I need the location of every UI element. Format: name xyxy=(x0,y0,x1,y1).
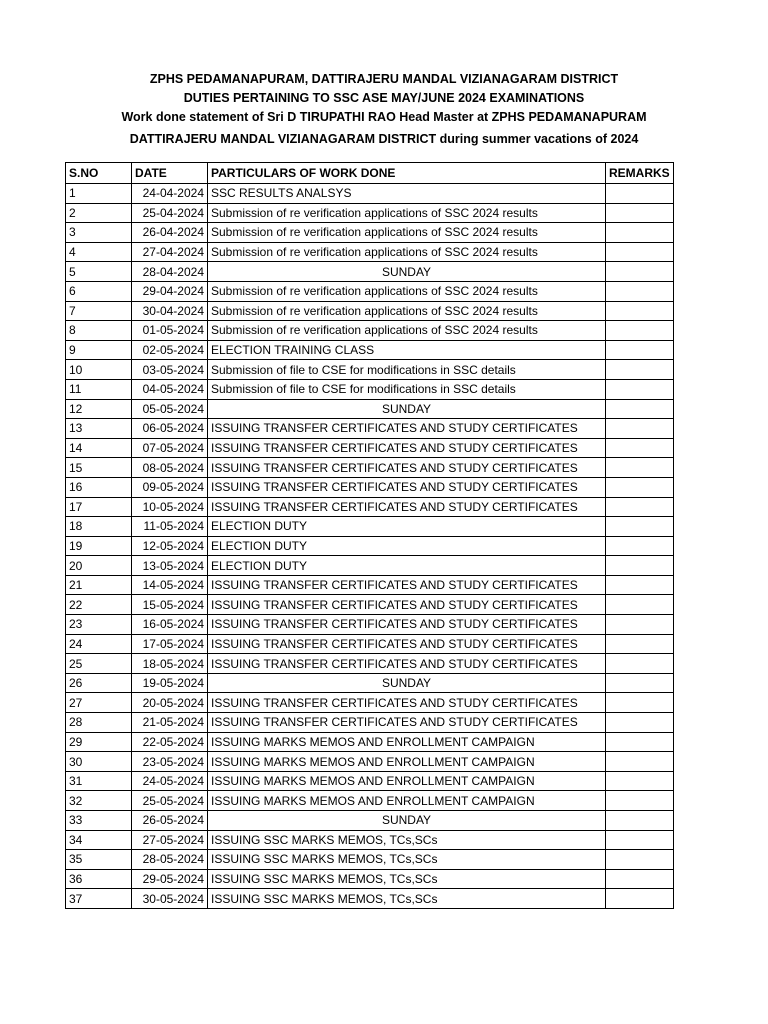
header-line-2: DUTIES PERTAINING TO SSC ASE MAY/JUNE 2024 EXAMINATIONS xyxy=(183,91,585,105)
cell-date: 03-05-2024 xyxy=(132,360,208,380)
cell-date: 11-05-2024 xyxy=(132,517,208,537)
cell-particulars: ELECTION DUTY xyxy=(208,517,606,537)
table-row xyxy=(66,223,674,243)
table-row xyxy=(66,673,674,693)
cell-date: 26-04-2024 xyxy=(132,223,208,243)
cell-date: 16-05-2024 xyxy=(132,615,208,635)
cell-remarks xyxy=(606,634,674,654)
cell-particulars: ISSUING MARKS MEMOS AND ENROLLMENT CAMPAIGN xyxy=(208,791,606,811)
table-row xyxy=(66,615,674,635)
cell-date: 01-05-2024 xyxy=(132,321,208,341)
cell-particulars: Submission of re verification applications of SSC 2024 results xyxy=(208,301,606,321)
cell-date: 17-05-2024 xyxy=(132,634,208,654)
cell-date: 30-04-2024 xyxy=(132,301,208,321)
cell-sno: 31 xyxy=(66,771,132,791)
cell-remarks xyxy=(606,281,674,301)
cell-remarks xyxy=(606,497,674,517)
header-line-4: DATTIRAJERU MANDAL VIZIANAGARAM DISTRICT during summer vacations of 2024 xyxy=(129,132,639,146)
cell-particulars: Submission of re verification applications of SSC 2024 results xyxy=(208,281,606,301)
table-row xyxy=(66,595,674,615)
cell-date: 22-05-2024 xyxy=(132,732,208,752)
table-row xyxy=(66,419,674,439)
cell-date: 21-05-2024 xyxy=(132,713,208,733)
table-row xyxy=(66,458,674,478)
cell-remarks xyxy=(606,830,674,850)
cell-sno: 19 xyxy=(66,536,132,556)
table-row xyxy=(66,850,674,870)
cell-date: 10-05-2024 xyxy=(132,497,208,517)
header-line-1: ZPHS PEDAMANAPURAM, DATTIRAJERU MANDAL VIZIANAGARAM DISTRICT xyxy=(149,72,619,86)
cell-sno: 26 xyxy=(66,673,132,693)
cell-particulars: ISSUING TRANSFER CERTIFICATES AND STUDY CERTIFICATES xyxy=(208,497,606,517)
table-body xyxy=(66,184,674,909)
cell-particulars: ISSUING TRANSFER CERTIFICATES AND STUDY CERTIFICATES xyxy=(208,438,606,458)
cell-particulars: ISSUING TRANSFER CERTIFICATES AND STUDY CERTIFICATES xyxy=(208,713,606,733)
cell-date: 29-05-2024 xyxy=(132,869,208,889)
cell-sno: 11 xyxy=(66,379,132,399)
cell-remarks xyxy=(606,242,674,262)
cell-remarks xyxy=(606,379,674,399)
cell-remarks xyxy=(606,419,674,439)
cell-sno: 7 xyxy=(66,301,132,321)
cell-particulars: Submission of re verification applications of SSC 2024 results xyxy=(208,321,606,341)
cell-sno: 37 xyxy=(66,889,132,909)
cell-remarks xyxy=(606,438,674,458)
cell-particulars: ISSUING SSC MARKS MEMOS, TCs,SCs xyxy=(208,869,606,889)
cell-date: 26-05-2024 xyxy=(132,811,208,831)
cell-date: 27-04-2024 xyxy=(132,242,208,262)
cell-remarks xyxy=(606,752,674,772)
cell-date: 09-05-2024 xyxy=(132,477,208,497)
cell-remarks xyxy=(606,869,674,889)
table-row xyxy=(66,438,674,458)
cell-remarks xyxy=(606,811,674,831)
cell-remarks xyxy=(606,654,674,674)
table-row xyxy=(66,281,674,301)
table-row xyxy=(66,536,674,556)
cell-sno: 6 xyxy=(66,281,132,301)
cell-sno: 21 xyxy=(66,575,132,595)
cell-remarks xyxy=(606,673,674,693)
table-row xyxy=(66,634,674,654)
cell-sno: 27 xyxy=(66,693,132,713)
cell-particulars: ISSUING MARKS MEMOS AND ENROLLMENT CAMPAIGN xyxy=(208,732,606,752)
cell-sno: 16 xyxy=(66,477,132,497)
cell-sno: 22 xyxy=(66,595,132,615)
cell-sno: 30 xyxy=(66,752,132,772)
cell-remarks xyxy=(606,203,674,223)
cell-sno: 23 xyxy=(66,615,132,635)
cell-date: 24-05-2024 xyxy=(132,771,208,791)
cell-remarks xyxy=(606,517,674,537)
cell-particulars: ISSUING SSC MARKS MEMOS, TCs,SCs xyxy=(208,889,606,909)
table-row xyxy=(66,517,674,537)
cell-remarks xyxy=(606,595,674,615)
cell-sno: 24 xyxy=(66,634,132,654)
cell-particulars: ISSUING TRANSFER CERTIFICATES AND STUDY CERTIFICATES xyxy=(208,654,606,674)
cell-date: 19-05-2024 xyxy=(132,673,208,693)
cell-date: 23-05-2024 xyxy=(132,752,208,772)
cell-sno: 28 xyxy=(66,713,132,733)
cell-sno: 35 xyxy=(66,850,132,870)
cell-sno: 15 xyxy=(66,458,132,478)
cell-date: 15-05-2024 xyxy=(132,595,208,615)
cell-sno: 12 xyxy=(66,399,132,419)
table-row xyxy=(66,497,674,517)
table-row xyxy=(66,654,674,674)
cell-date: 20-05-2024 xyxy=(132,693,208,713)
table-row xyxy=(66,830,674,850)
cell-particulars: ISSUING TRANSFER CERTIFICATES AND STUDY CERTIFICATES xyxy=(208,419,606,439)
cell-remarks xyxy=(606,536,674,556)
table-row xyxy=(66,869,674,889)
table-row xyxy=(66,752,674,772)
cell-particulars: SSC RESULTS ANALSYS xyxy=(208,184,606,204)
cell-particulars: Submission of re verification applications of SSC 2024 results xyxy=(208,203,606,223)
cell-date: 12-05-2024 xyxy=(132,536,208,556)
cell-sno: 34 xyxy=(66,830,132,850)
cell-sno: 29 xyxy=(66,732,132,752)
cell-date: 24-04-2024 xyxy=(132,184,208,204)
cell-date: 07-05-2024 xyxy=(132,438,208,458)
cell-remarks xyxy=(606,615,674,635)
cell-remarks xyxy=(606,262,674,282)
cell-remarks xyxy=(606,360,674,380)
cell-sno: 10 xyxy=(66,360,132,380)
document-header xyxy=(0,70,768,149)
cell-remarks xyxy=(606,713,674,733)
cell-date: 14-05-2024 xyxy=(132,575,208,595)
cell-particulars: Submission of re verification applications of SSC 2024 results xyxy=(208,223,606,243)
cell-date: 08-05-2024 xyxy=(132,458,208,478)
cell-date: 30-05-2024 xyxy=(132,889,208,909)
cell-sno: 25 xyxy=(66,654,132,674)
cell-date: 29-04-2024 xyxy=(132,281,208,301)
cell-sno: 18 xyxy=(66,517,132,537)
cell-remarks xyxy=(606,791,674,811)
cell-particulars: Submission of file to CSE for modifications in SSC details xyxy=(208,360,606,380)
cell-remarks xyxy=(606,732,674,752)
header-line-3: Work done statement of Sri D TIRUPATHI RAO Head Master at ZPHS PEDAMANAPURAM xyxy=(121,110,647,124)
cell-sno: 4 xyxy=(66,242,132,262)
table-row xyxy=(66,379,674,399)
cell-date: 02-05-2024 xyxy=(132,340,208,360)
cell-date: 25-04-2024 xyxy=(132,203,208,223)
cell-date: 04-05-2024 xyxy=(132,379,208,399)
cell-sno: 13 xyxy=(66,419,132,439)
cell-sno: 20 xyxy=(66,556,132,576)
cell-date: 13-05-2024 xyxy=(132,556,208,576)
table-row xyxy=(66,791,674,811)
table-row xyxy=(66,575,674,595)
table-header-row xyxy=(66,163,674,184)
cell-sno: 36 xyxy=(66,869,132,889)
table-row xyxy=(66,301,674,321)
duties-table xyxy=(65,162,674,909)
cell-particulars: ISSUING MARKS MEMOS AND ENROLLMENT CAMPAIGN xyxy=(208,752,606,772)
table-row xyxy=(66,242,674,262)
cell-particulars: SUNDAY xyxy=(208,399,606,419)
cell-date: 25-05-2024 xyxy=(132,791,208,811)
cell-sno: 8 xyxy=(66,321,132,341)
cell-particulars: ISSUING SSC MARKS MEMOS, TCs,SCs xyxy=(208,830,606,850)
column-header-sno: S.NO xyxy=(66,163,132,184)
cell-remarks xyxy=(606,458,674,478)
cell-remarks xyxy=(606,771,674,791)
cell-date: 05-05-2024 xyxy=(132,399,208,419)
cell-particulars: SUNDAY xyxy=(208,673,606,693)
table-row xyxy=(66,477,674,497)
cell-date: 27-05-2024 xyxy=(132,830,208,850)
cell-remarks xyxy=(606,184,674,204)
cell-remarks xyxy=(606,399,674,419)
cell-particulars: ELECTION TRAINING CLASS xyxy=(208,340,606,360)
cell-particulars: Submission of re verification applications of SSC 2024 results xyxy=(208,242,606,262)
table-row xyxy=(66,889,674,909)
cell-particulars: SUNDAY xyxy=(208,262,606,282)
table-row xyxy=(66,732,674,752)
table-row xyxy=(66,811,674,831)
cell-remarks xyxy=(606,321,674,341)
cell-remarks xyxy=(606,850,674,870)
cell-remarks xyxy=(606,575,674,595)
cell-particulars: ISSUING TRANSFER CERTIFICATES AND STUDY CERTIFICATES xyxy=(208,575,606,595)
cell-sno: 2 xyxy=(66,203,132,223)
cell-date: 28-04-2024 xyxy=(132,262,208,282)
table-row xyxy=(66,713,674,733)
cell-sno: 5 xyxy=(66,262,132,282)
cell-particulars: ISSUING TRANSFER CERTIFICATES AND STUDY CERTIFICATES xyxy=(208,693,606,713)
cell-sno: 9 xyxy=(66,340,132,360)
cell-particulars: ELECTION DUTY xyxy=(208,536,606,556)
cell-particulars: SUNDAY xyxy=(208,811,606,831)
cell-sno: 1 xyxy=(66,184,132,204)
table-row xyxy=(66,771,674,791)
table-row xyxy=(66,360,674,380)
cell-particulars: ISSUING MARKS MEMOS AND ENROLLMENT CAMPAIGN xyxy=(208,771,606,791)
cell-sno: 3 xyxy=(66,223,132,243)
cell-sno: 32 xyxy=(66,791,132,811)
cell-particulars: ISSUING TRANSFER CERTIFICATES AND STUDY CERTIFICATES xyxy=(208,595,606,615)
cell-remarks xyxy=(606,340,674,360)
column-header-particulars: PARTICULARS OF WORK DONE xyxy=(208,163,606,184)
cell-remarks xyxy=(606,556,674,576)
cell-remarks xyxy=(606,889,674,909)
cell-date: 28-05-2024 xyxy=(132,850,208,870)
table-row xyxy=(66,184,674,204)
cell-particulars: ISSUING TRANSFER CERTIFICATES AND STUDY CERTIFICATES xyxy=(208,477,606,497)
table-row xyxy=(66,203,674,223)
column-header-remarks: REMARKS xyxy=(606,163,674,184)
table-row xyxy=(66,693,674,713)
cell-particulars: ELECTION DUTY xyxy=(208,556,606,576)
cell-sno: 17 xyxy=(66,497,132,517)
cell-particulars: Submission of file to CSE for modifications in SSC details xyxy=(208,379,606,399)
cell-remarks xyxy=(606,693,674,713)
table-row xyxy=(66,399,674,419)
table-row xyxy=(66,556,674,576)
cell-particulars: ISSUING TRANSFER CERTIFICATES AND STUDY CERTIFICATES xyxy=(208,634,606,654)
cell-remarks xyxy=(606,223,674,243)
cell-sno: 33 xyxy=(66,811,132,831)
table-row xyxy=(66,321,674,341)
table-row xyxy=(66,340,674,360)
cell-date: 06-05-2024 xyxy=(132,419,208,439)
cell-particulars: ISSUING TRANSFER CERTIFICATES AND STUDY CERTIFICATES xyxy=(208,615,606,635)
cell-date: 18-05-2024 xyxy=(132,654,208,674)
column-header-date: DATE xyxy=(132,163,208,184)
cell-sno: 14 xyxy=(66,438,132,458)
cell-remarks xyxy=(606,477,674,497)
cell-particulars: ISSUING TRANSFER CERTIFICATES AND STUDY CERTIFICATES xyxy=(208,458,606,478)
table-row xyxy=(66,262,674,282)
cell-particulars: ISSUING SSC MARKS MEMOS, TCs,SCs xyxy=(208,850,606,870)
cell-remarks xyxy=(606,301,674,321)
